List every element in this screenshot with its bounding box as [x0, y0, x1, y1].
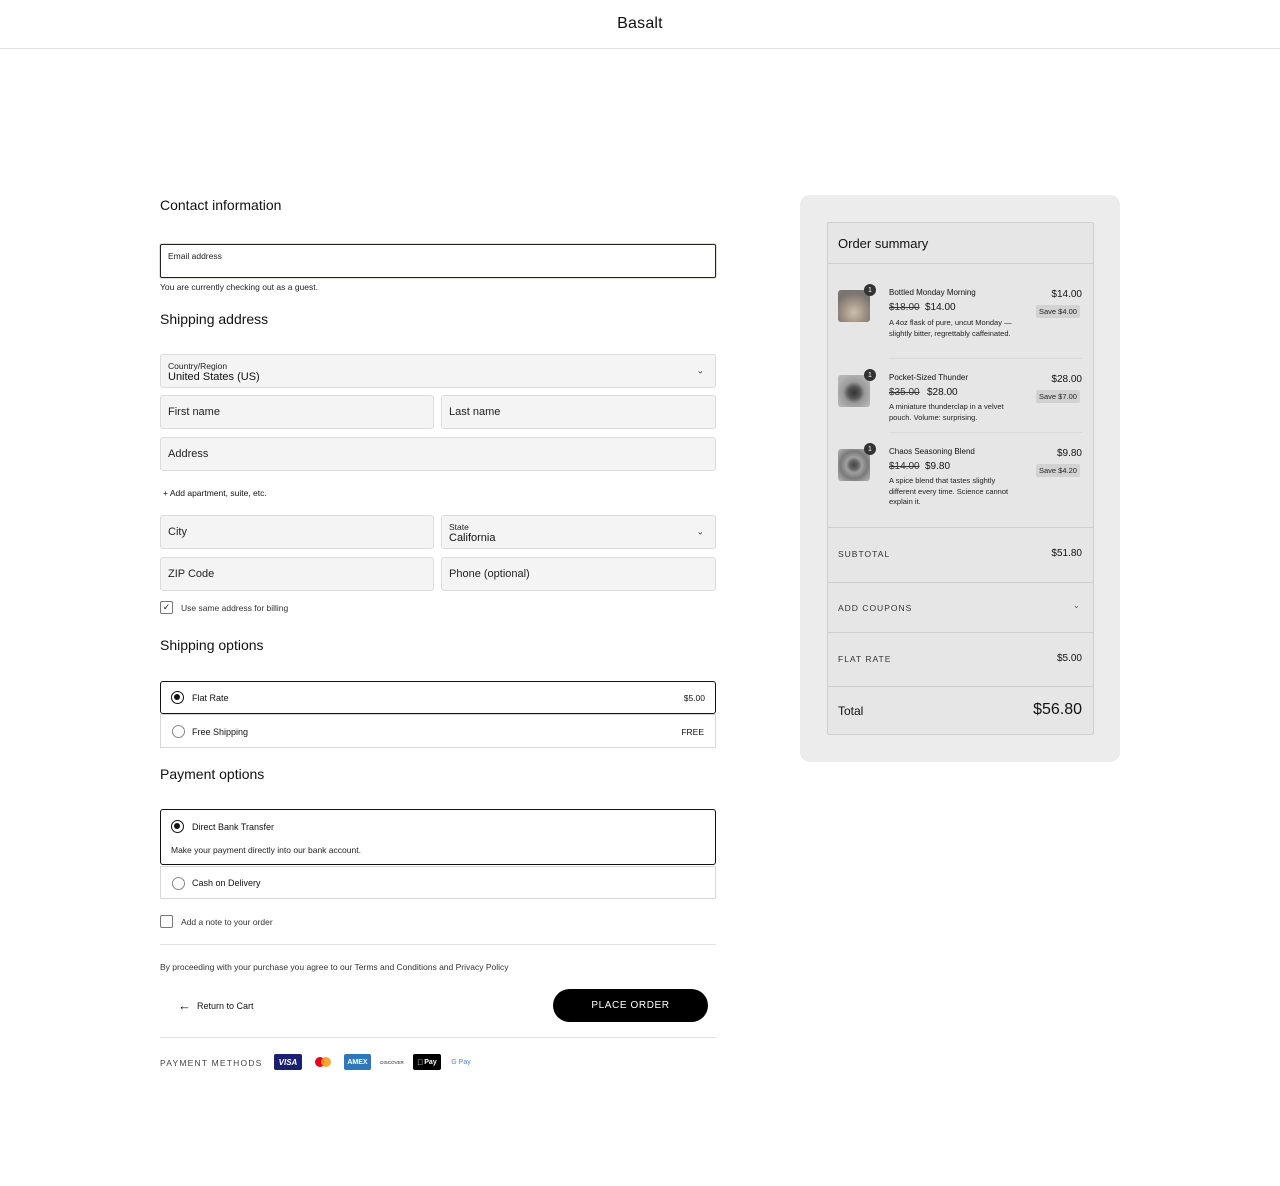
- divider: [828, 527, 1093, 528]
- return-to-cart-link[interactable]: [178, 999, 254, 1012]
- radio-button[interactable]: [172, 725, 185, 738]
- product-name: Chaos Seasoning Blend: [889, 447, 975, 456]
- divider: [889, 432, 1082, 433]
- shipping-option-label: Free Shipping: [192, 727, 249, 737]
- phone-field[interactable]: [441, 557, 716, 591]
- zip-field[interactable]: [160, 557, 434, 591]
- shipping-address-heading: Shipping address: [160, 311, 269, 327]
- apple-logo-icon: [417, 1058, 423, 1067]
- country-select[interactable]: [160, 354, 716, 388]
- divider: [828, 263, 1093, 264]
- order-note-checkbox[interactable]: [160, 915, 173, 928]
- quantity-badge: 1: [864, 284, 876, 296]
- subtotal-label: SUBTOTAL: [838, 549, 891, 559]
- same-billing-checkbox[interactable]: [160, 601, 173, 614]
- payment-option-description: Make your payment directly into our bank account.: [171, 845, 361, 855]
- product-name: Pocket-Sized Thunder: [889, 373, 969, 382]
- payment-option-bank-transfer[interactable]: [160, 809, 716, 865]
- email-label: Email address: [168, 251, 222, 261]
- savings-badge: Save $7.00: [1036, 390, 1080, 403]
- product-thumbnail: [838, 449, 870, 481]
- original-price: $18.00: [889, 302, 920, 313]
- amex-icon: AMEX: [344, 1054, 371, 1070]
- divider: [160, 1037, 716, 1038]
- shipping-method-label: FLAT RATE: [838, 654, 892, 664]
- shipping-options-heading: Shipping options: [160, 637, 264, 653]
- payment-methods-label: PAYMENT METHODS: [160, 1058, 263, 1068]
- payment-options-heading: Payment options: [160, 766, 265, 782]
- site-header: [0, 0, 1280, 49]
- chevron-down-icon: ⌄: [696, 526, 704, 537]
- country-label: Country/Region: [168, 361, 228, 371]
- line-price: $9.80: [1056, 448, 1082, 459]
- original-price: $14.00: [889, 461, 920, 472]
- sale-price: $28.00: [927, 387, 958, 398]
- product-name: Bottled Monday Morning: [889, 288, 976, 297]
- last-name-placeholder: Last name: [449, 406, 501, 418]
- payment-option-cash-on-delivery[interactable]: [160, 866, 716, 899]
- radio-button[interactable]: [171, 820, 184, 833]
- state-value: California: [449, 532, 496, 544]
- payment-option-label: Cash on Delivery: [192, 878, 261, 888]
- state-label: State: [449, 522, 469, 532]
- line-price: $14.00: [1051, 289, 1082, 300]
- product-description: A spice blend that tastes slightly different every time. Science cannot explain it.: [889, 476, 1009, 506]
- shipping-option-free[interactable]: [160, 714, 716, 748]
- divider: [889, 358, 1082, 359]
- product-thumbnail: [838, 290, 870, 322]
- divider: [828, 582, 1093, 583]
- discover-icon: DISCOVER: [380, 1059, 404, 1065]
- product-description: A miniature thunderclap in a velvet pouch. Volume: surprising.: [889, 402, 1004, 422]
- shipping-option-price: FREE: [681, 727, 704, 737]
- radio-button[interactable]: [172, 877, 185, 890]
- subtotal-value: $51.80: [1051, 548, 1082, 559]
- state-select[interactable]: [441, 515, 716, 549]
- checkmark-icon: ✓: [162, 602, 171, 612]
- add-coupons-toggle[interactable]: ADD COUPONS: [838, 603, 913, 613]
- original-price: $35.00: [889, 387, 920, 398]
- chevron-down-icon[interactable]: ⌄: [1073, 601, 1080, 610]
- product-description: A 4oz flask of pure, uncut Monday — slightly bitter, regrettably caffeinated.: [889, 318, 1012, 338]
- radio-button[interactable]: [171, 691, 184, 704]
- total-value: $56.80: [1033, 701, 1082, 718]
- savings-badge: Save $4.00: [1036, 305, 1080, 318]
- contact-heading: Contact information: [160, 197, 282, 213]
- line-price: $28.00: [1051, 374, 1082, 385]
- sale-price: $9.80: [925, 461, 951, 472]
- address-field[interactable]: [160, 437, 716, 471]
- divider: [828, 632, 1093, 633]
- total-label: Total: [838, 704, 864, 718]
- return-to-cart-label: Return to Cart: [197, 1000, 254, 1011]
- product-thumbnail: [838, 375, 870, 407]
- place-order-button[interactable]: PLACE ORDER: [553, 989, 708, 1022]
- order-note-label: Add a note to your order: [181, 917, 273, 927]
- phone-placeholder: Phone (optional): [449, 568, 530, 580]
- apple-pay-text: Pay: [421, 1058, 434, 1066]
- address-placeholder: Address: [168, 448, 209, 460]
- last-name-field[interactable]: [441, 395, 716, 429]
- same-billing-label: Use same address for billing: [181, 603, 289, 613]
- shipping-option-flat-rate[interactable]: [160, 681, 716, 714]
- add-apartment-link[interactable]: + Add apartment, suite, etc.: [163, 488, 267, 498]
- arrow-left-icon: ←: [178, 998, 191, 1013]
- shipping-value: $5.00: [1056, 653, 1082, 664]
- chevron-down-icon: ⌄: [696, 365, 704, 376]
- visa-icon: VISA: [274, 1054, 302, 1070]
- shipping-option-label: Flat Rate: [192, 693, 229, 703]
- shipping-option-price: $5.00: [683, 693, 705, 703]
- email-field[interactable]: [160, 244, 716, 278]
- city-placeholder: City: [168, 526, 187, 538]
- apple-pay-icon: [413, 1054, 441, 1070]
- terms-text: By proceeding with your purchase you agree to our Terms and Conditions and Privacy Policy: [160, 962, 509, 972]
- guest-note: You are currently checking out as a guest.: [160, 282, 318, 292]
- first-name-field[interactable]: [160, 395, 434, 429]
- savings-badge: Save $4.20: [1036, 464, 1080, 477]
- payment-option-label: Direct Bank Transfer: [192, 822, 275, 832]
- quantity-badge: 1: [864, 443, 876, 455]
- divider: [160, 944, 716, 945]
- sale-price: $14.00: [925, 302, 956, 313]
- divider: [828, 686, 1093, 687]
- zip-placeholder: ZIP Code: [168, 568, 215, 580]
- first-name-placeholder: First name: [168, 406, 220, 418]
- order-summary-title: Order summary: [838, 236, 929, 251]
- mastercard-icon: [312, 1054, 334, 1070]
- city-field[interactable]: [160, 515, 434, 549]
- country-value: United States (US): [168, 371, 260, 383]
- quantity-badge: 1: [864, 369, 876, 381]
- google-pay-icon: G Pay: [451, 1058, 471, 1066]
- site-logo[interactable]: Basalt: [617, 15, 663, 32]
